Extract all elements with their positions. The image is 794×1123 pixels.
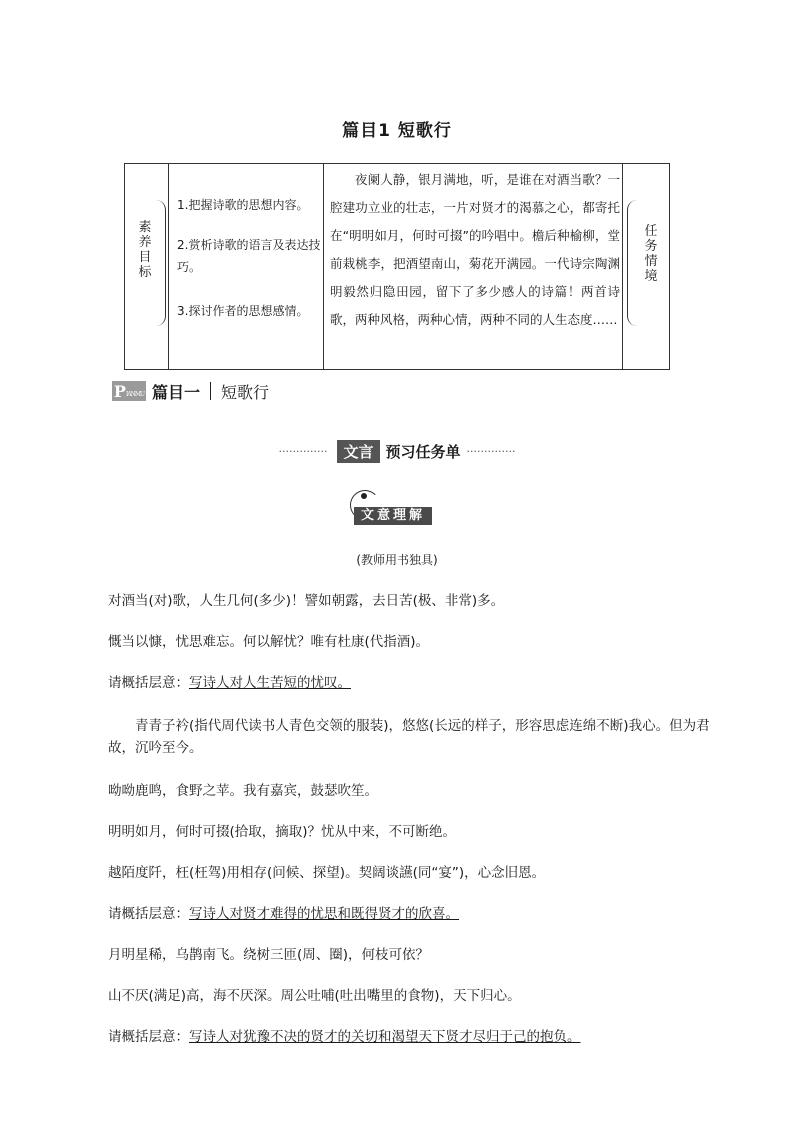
goal-item: 1.把握诗歌的思想内容。	[177, 198, 309, 212]
banner-tag: 文言	[337, 440, 379, 463]
banner-dots-left: ··············	[278, 445, 328, 458]
goals-table	[124, 163, 670, 370]
dot-icon	[361, 493, 367, 499]
section-divider	[210, 382, 211, 400]
summary-answer: 写诗人对犹豫不决的贤才的关切和渴望天下贤才尽归于己的抱负。	[189, 1029, 581, 1045]
text-line: 月明星稀，乌鹊南飞。绕树三匝(周、圈)，何枝可依？	[108, 947, 430, 963]
left-label-cell	[125, 164, 169, 369]
text-line: 青青子衿(指代周代读书人青色交领的服装)，悠悠(长远的样子，形容思虑连绵不断)我心。但为君故，沉吟至今。	[108, 718, 710, 756]
banner-title: 预习任务单	[385, 443, 461, 461]
summary-line	[108, 672, 728, 694]
summary-line	[108, 1026, 728, 1048]
summary-label: 请概括层意：	[108, 1029, 189, 1045]
section-badge-icon: P IANMU	[113, 381, 145, 401]
text-line: 呦呦鹿鸣，食野之苹。我有嘉宾，鼓瑟吹笙。	[108, 783, 378, 799]
section-heading	[112, 380, 269, 402]
goal-item: 2.赏析诗歌的语言及表达技巧。	[177, 238, 321, 274]
teacher-note: (教师用书独具)	[356, 553, 438, 567]
preview-banner	[0, 440, 794, 463]
summary-line	[108, 903, 728, 925]
text-line: 明明如月，何时可掇(拾取，摘取)？忧从中来，不可断绝。	[108, 824, 457, 840]
summary-label: 请概括层意：	[108, 906, 189, 922]
right-label-cell	[623, 164, 671, 369]
summary-answer: 写诗人对人生苦短的忧叹。	[189, 675, 351, 691]
sub-banner-tag: 文意理解	[354, 507, 432, 525]
section-sub-title: 短歌行	[221, 382, 270, 402]
summary-label: 请概括层意：	[108, 675, 189, 691]
text-line: 对酒当(对)歌，人生几何(多少)！譬如朝露，去日苦(极、非常)多。	[108, 593, 505, 609]
text-line: 山不厌(满足)高，海不厌深。周公吐哺(吐出嘴里的食物)，天下归心。	[108, 988, 521, 1004]
goals-cell	[169, 164, 324, 369]
text-line: 慨当以慷，忧思难忘。何以解忧？唯有杜康(代指酒)。	[108, 634, 430, 650]
text-line: 越陌度阡，枉(枉驾)用相存(问候、探望)。契阔谈讌(同“宴”)，心念旧恩。	[108, 865, 546, 881]
page-title: 篇目1 短歌行	[342, 121, 452, 141]
summary-answer: 写诗人对贤才难得的忧思和既得贤才的欣喜。	[189, 906, 459, 922]
bracket-left-icon	[627, 200, 637, 326]
scenario-cell	[324, 164, 623, 369]
sub-banner	[0, 490, 794, 526]
bracket-right-icon	[156, 200, 166, 326]
goal-item: 3.探讨作者的思想感情。	[177, 304, 309, 318]
section-main-title: 篇目一	[152, 382, 201, 402]
banner-dots-right: ··············	[466, 445, 516, 458]
scenario-text: 夜阑人静，银月满地，听，是谁在对酒当歌？一腔建功立业的壮志，一片对贤才的渴慕之心，都寄托在“明明如月，何时可掇”的吟唱中。檐后种榆柳，堂前栽桃李，把酒望南山，菊花开满园。一代诗宗陶渊明毅然归隐田园，留下了多少感人的诗篇！两首诗歌，两种风格，两种心情，两种不同的人生态度……	[330, 172, 620, 327]
literacy-goals-label: 素养目标	[138, 220, 152, 280]
task-scenario-label: 任务情境	[644, 224, 658, 284]
